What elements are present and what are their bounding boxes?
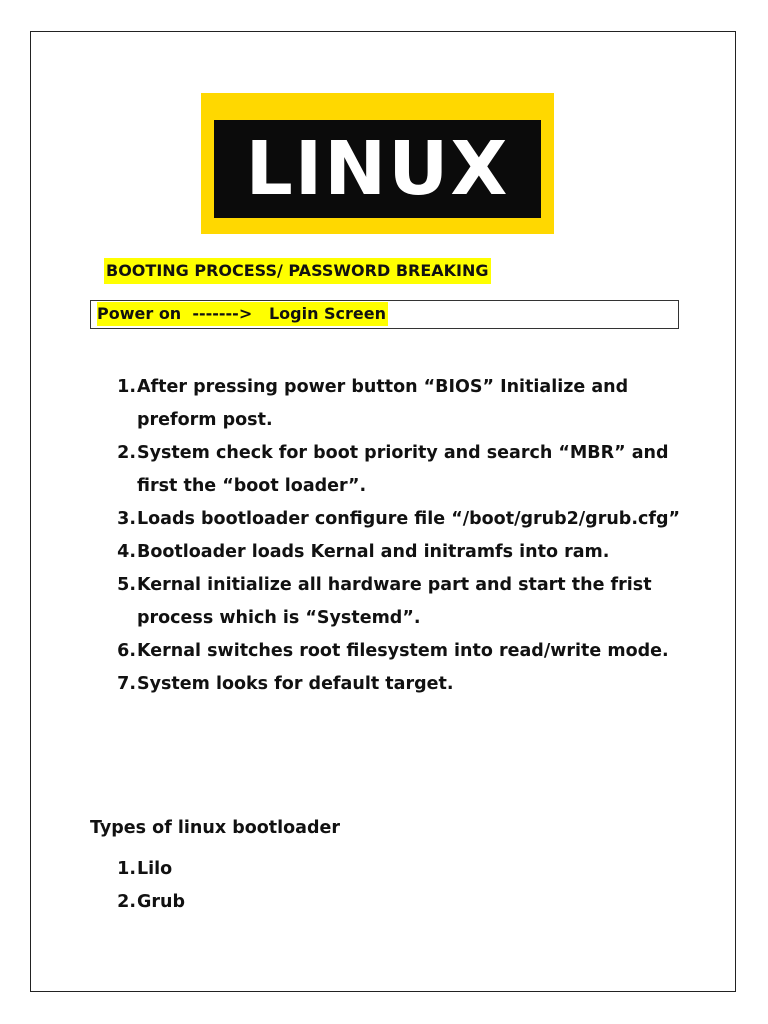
list-item-number: 5.	[117, 575, 136, 595]
list-item-number: 1.	[117, 377, 136, 397]
list-item-number: 2.	[117, 443, 136, 463]
bootloader-types-title: Types of linux bootloader	[90, 818, 340, 838]
flow-box	[90, 300, 679, 329]
list-item-number: 6.	[117, 641, 136, 661]
list-item-number: 1.	[117, 859, 136, 879]
list-item-number: 7.	[117, 674, 136, 694]
list-item	[104, 668, 694, 701]
list-item-number: 4.	[117, 542, 136, 562]
list-item-text: System looks for default target.	[137, 674, 454, 694]
list-item-text: After pressing power button “BIOS” Initialize and preform post.	[137, 377, 629, 430]
list-item-text: Bootloader loads Kernal and initramfs into ram.	[137, 542, 610, 562]
linux-logo-text: LINUX	[245, 126, 510, 212]
list-item	[104, 635, 694, 668]
list-item	[104, 536, 694, 569]
list-item	[104, 569, 694, 635]
list-item-text: Kernal initialize all hardware part and start the frist process which is “Systemd”.	[137, 575, 652, 628]
list-item	[104, 886, 185, 919]
boot-steps-list	[104, 371, 694, 701]
list-item-text: System check for boot priority and search “MBR” and first the “boot loader”.	[137, 443, 669, 496]
list-item-text: Kernal switches root filesystem into read/write mode.	[137, 641, 669, 661]
list-item-text: Loads bootloader configure file “/boot/grub2/grub.cfg”	[137, 509, 680, 529]
list-item	[104, 853, 185, 886]
linux-logo-inner	[214, 120, 541, 218]
flow-text: Power on -------> Login Screen	[97, 302, 388, 326]
list-item	[104, 437, 694, 503]
list-item-number: 2.	[117, 892, 136, 912]
list-item	[104, 503, 694, 536]
linux-logo	[201, 93, 554, 234]
section-heading: BOOTING PROCESS/ PASSWORD BREAKING	[104, 258, 491, 284]
list-item-text: Grub	[137, 892, 185, 912]
list-item-text: Lilo	[137, 859, 173, 879]
bootloader-types-list	[104, 853, 185, 919]
list-item-number: 3.	[117, 509, 136, 529]
list-item	[104, 371, 694, 437]
